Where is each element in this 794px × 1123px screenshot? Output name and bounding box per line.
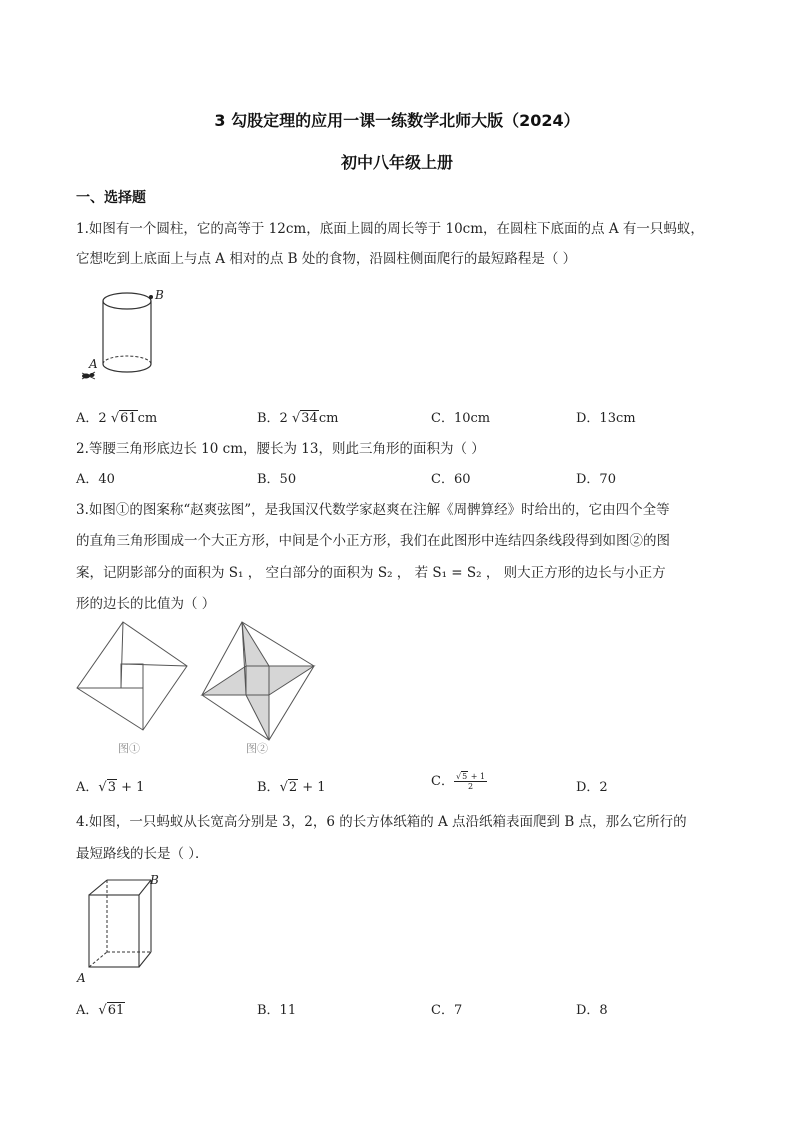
q3-option-b[interactable]: B．√2 + 1 — [257, 780, 326, 795]
q3-text-line-3: 案，记阴影部分的面积为 S₁ ， 空白部分的面积为 S₂ ， 若 S₁ = S₂ ， 则大正方形的边长与小正方 — [76, 565, 666, 581]
q4-text-line-1: 4.如图，一只蚂蚁从长宽高分别是 3，2，6 的长方体纸箱的 A 点沿纸箱表面爬到 B 点，那么它所行的 — [76, 814, 687, 830]
sqrt-symbol: √3 — [98, 780, 116, 795]
sqrt-symbol: √61 — [110, 411, 137, 426]
figure-2-caption: 图② — [246, 742, 268, 755]
q2-text-line-1: 2.等腰三角形底边长 10 cm，腰长为 13，则此三角形的面积为（ ） — [76, 441, 485, 457]
cylinder-figure — [76, 286, 166, 386]
q4-option-c[interactable]: C．7 — [431, 1003, 463, 1018]
box-figure — [74, 870, 174, 988]
q2-option-a[interactable]: A．40 — [76, 472, 115, 487]
point-a-label: A — [77, 971, 86, 985]
q1-option-b[interactable]: B．2 √34cm — [257, 411, 339, 426]
q4-option-a[interactable]: A．√61 — [76, 1003, 125, 1018]
q2-option-b[interactable]: B．50 — [257, 472, 297, 487]
q1-option-a[interactable]: A．2 √61cm — [76, 411, 158, 426]
document-title: 3 勾股定理的应用一课一练数学北师大版（2024） — [214, 111, 580, 130]
sqrt-symbol: √61 — [98, 1003, 125, 1018]
q2-option-c[interactable]: C．60 — [431, 472, 471, 487]
q4-text-line-2: 最短路线的长是（ ）． — [76, 846, 209, 862]
figure-2-diagram — [202, 622, 314, 755]
q3-text-line-2: 的直角三角形围成一个大正方形，中间是个小正方形，我们在此图形中连结四条线段得到如图②的图 — [76, 533, 670, 549]
point-a-label: A — [89, 357, 98, 371]
point-b-label: B — [150, 873, 159, 887]
q3-option-d[interactable]: D．2 — [576, 780, 608, 795]
q4-option-d[interactable]: D．8 — [576, 1003, 608, 1018]
section-heading: 一、选择题 — [76, 190, 146, 206]
q3-option-a[interactable]: A．√3 + 1 — [76, 780, 145, 795]
sqrt-symbol: √2 — [279, 780, 298, 795]
point-b-label: B — [155, 288, 164, 302]
q3-text-line-1: 3.如图①的图案称“赵爽弦图”，是我国汉代数学家赵爽在注解《周髀算经》时给出的，它由四个全等 — [76, 502, 670, 518]
zhao-shuang-figures — [74, 620, 324, 760]
q3-text-line-4: 形的边长的比值为（ ） — [76, 596, 216, 612]
q1-text-line-2: 它想吃到上底面上与点 A 相对的点 B 处的食物，沿圆柱侧面爬行的最短路程是（ ） — [76, 251, 577, 267]
q3-option-c[interactable]: C． $\frac{√5 + 1}{2}$ — [431, 772, 486, 791]
fraction: $\frac{√5 + 1}{2}$ — [455, 772, 486, 791]
ant-icon — [82, 372, 95, 379]
figure-1-caption: 图① — [118, 742, 140, 755]
figure-1-diagram — [77, 622, 187, 755]
q4-option-b[interactable]: B．11 — [257, 1003, 297, 1018]
q2-option-d[interactable]: D．70 — [576, 472, 616, 487]
q1-option-d[interactable]: D．13cm — [576, 411, 636, 426]
q1-text-line-1: 1.如图有一个圆柱，它的高等于 12cm，底面上圆的周长等于 10cm，在圆柱下底面的点 A 有一只蚂蚁， — [76, 221, 704, 237]
q1-option-c[interactable]: C．10cm — [431, 411, 491, 426]
document-subtitle: 初中八年级上册 — [340, 153, 453, 172]
sqrt-symbol: √34 — [291, 411, 318, 426]
